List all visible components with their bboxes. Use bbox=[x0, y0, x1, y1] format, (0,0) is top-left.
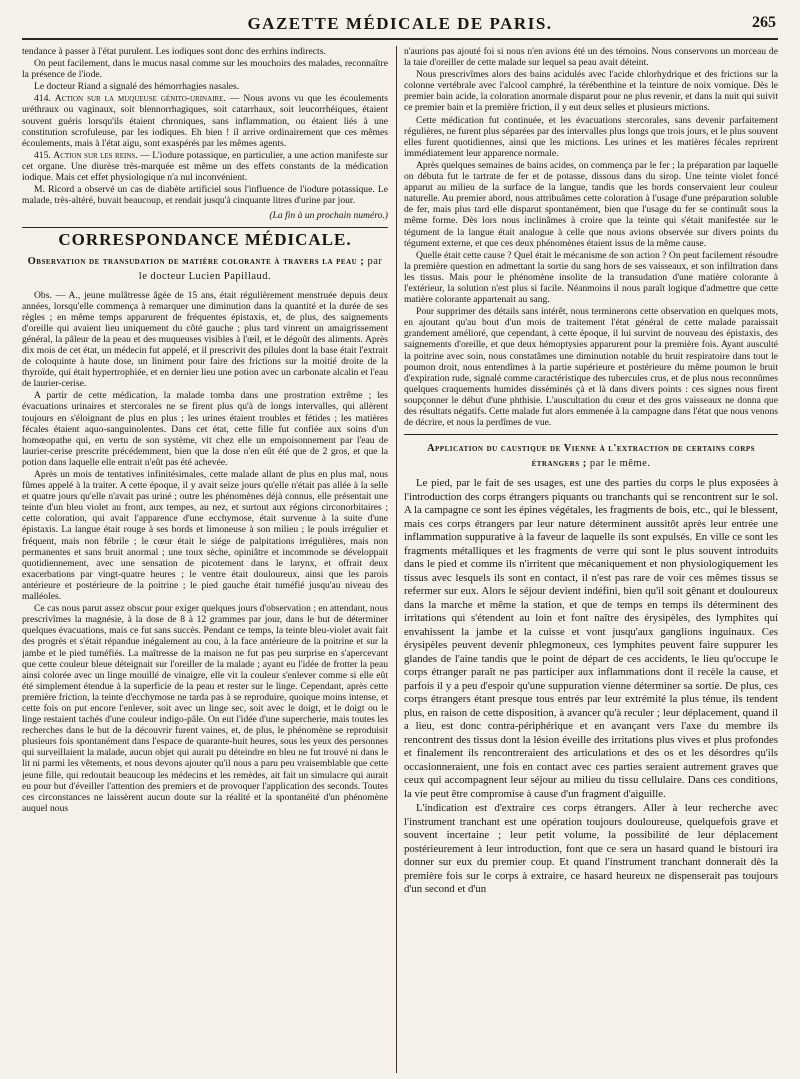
paragraph: Obs. — A., jeune mulâtresse âgée de 15 ans, était régulièrement menstruée depuis deux années, lorsqu'elle commença à remarquer une diminution dans la quantité et la durée de ses règles ; en même temps apparurent de fréquentes épistaxis, et, de plus, des saignements d'oreille qui avaient lieu uniquement du côté gauche ; plus tard vinrent un amaigrissement général, la pâleur de la peau et des muqueuses visibles à l'œil, et le dégoût des aliments. Après dix mois de cet état, un médecin fut appelé, et il prescrivit des pilules dont la base était l'extrait de coloquinte à haute dose, un liniment pour faire des frictions sur la moitié droite de la thyroïde, qui était hypertrophiée, et en dernier lieu une potion avec un carbonate alcalin et l'eau de laurier-cerise. bbox=[22, 289, 388, 390]
paragraph: Cette médication fut continuée, et les évacuations stercorales, sans devenir parfaitement régulières, ne furent plus séparées par des intervalles plus longs que trois jours, et le plus souvent elles furent quotidiennes, ainsi que les mictions. Les urines et les matières fécales reprirent immédiatement leur apparence normale. bbox=[404, 114, 778, 159]
article-author: par le docteur Lucien Papillaud. bbox=[138, 255, 383, 282]
section-heading: Action sur les reins. bbox=[53, 149, 138, 161]
section-414 bbox=[22, 93, 388, 148]
paragraph: n'aurions pas ajouté foi si nous n'en avions été un des témoins. Nous conservons un morceau de la taie d'oreiller de cette malade sur lequel sa peau avait déteint. bbox=[404, 46, 778, 69]
paragraph: Nous prescrivîmes alors des bains acidulés avec l'acide chlorhydrique et des frictions sur la colonne vertébrale avec l'alcool camphré, la térébenthine et la teinture de noix vomique. Dès le premier bain acide, la coloration anormale disparut pour ne plus revenir, et dans la nuit qui suivit ce premier bain et la première friction, il y eut deux selles et plusieurs mictions. bbox=[404, 69, 778, 114]
article-title bbox=[404, 441, 778, 471]
article-title bbox=[22, 254, 388, 284]
paragraph: Après quelques semaines de bains acides, on commença par le fer ; la préparation par laquelle on débuta fut le tartrate de fer et de potasse, dissous dans du sirop. Une teinte violet foncé apparut au milieu de la surface de la langue, tandis que les bords conservaient leur couleur naturelle. Au premier abord, nous attribuâmes cette coloration à l'usage d'une préparation soluble de fer, mais plus tard elle disparut spontanément, bien que l'usage du fer se continuât sous la même forme. Dès lors nous inclinâmes à croire que la teinte qui s'était manifestée sur le tégument de la langue était analogue à celle que nous avions observée sur divers points du tégument externe, et que ces deux phénomènes étaient issus de la même cause. bbox=[404, 159, 778, 249]
page-number: 265 bbox=[752, 14, 776, 31]
article-author: par le même. bbox=[589, 458, 651, 470]
paragraph: On peut facilement, dans le mucus nasal comme sur les mouchoirs des malades, reconnaître la présence de l'iode. bbox=[22, 58, 388, 81]
article-title-text: Observation de transudation de matière colorante à travers la peau ; bbox=[27, 255, 365, 267]
section-415 bbox=[22, 150, 388, 183]
section-number: 415. bbox=[34, 149, 51, 161]
continued-note: (La fin à un prochain numéro.) bbox=[269, 210, 388, 222]
section-number: 414. bbox=[34, 93, 51, 105]
column-divider bbox=[396, 46, 397, 1073]
paragraph: Le docteur Riand a signalé des hémorrhagies nasales. bbox=[34, 81, 240, 93]
paragraph: Le pied, par le fait de ses usages, est une des parties du corps le plus exposées à l'introduction des corps étrangers piquants ou tranchants qui se rencontrent sur le sol. A la campagne ce sont les épines végétales, les fragments de bois, etc., qui le blessent, mais ces corps étrangers par leur nature déterminent aussitôt après leur entrée une inflammation suppurative à la faveur de laquelle ils sont expulsés. En ville ce sont les fragments métalliques et les fragments de verre qui sont le plus souvent introduits dans le pied et comme ils n'irritent que mécaniquement et non physiologiquement les tissus avec lesquels ils sont en contact, il n'est pas rare de voir ces mêmes tissus se refermer sur eux. Alors le séjour devient indéfini, bien qu'il soit gênant et douloureux dans la marche et même la station, et que de temps en temps ils déterminent des irritations qui s'étendent au loin et font naître des érysipèles, des lymphites qui envahissent la jambe et la cuisse et vont jusqu'aux ganglions inguinaux. Ces érysipèles peuvent devenir phlegmoneux, ces lymphites peuvent faire suppurer les glandes de l'aine tandis que le point de départ de ces accidents, le lieu qu'occupe le corps étranger paraît ne pas participer aux inflammations dont il recèle la cause, et parfois il y a peu d'espoir qu'une suppuration vienne déterminer sa sortie. De plus, ces corps étrangers étant presque tous entrés par leur extrémité la plus ténue, ils tendent plus, en raison de cette disposition, à avancer qu'à reculer ; leur déplacement, quand il a lieu, est donc contra-périphérique et en avançant vers l'axe du membre ils rencontrent des tissus dont la lésion éveille des irritations plus vives et plus profondes et finalement ils rencontreraient des articulations et des os et les désordres qu'ils occasionneraient, une fois en contact avec ces parties seraient autrement graves que ceux qui accompagnent leur séjour au milieu du tissu cellulaire. Dans ces conditions, la vie peut être compromise à cause d'un fragment d'aiguille. bbox=[404, 477, 778, 800]
left-column bbox=[22, 46, 388, 1073]
section-rule bbox=[404, 434, 778, 435]
paragraph: M. Ricord a observé un cas de diabète artificiel sous l'influence de l'iodure potassique. Le malade, très-altéré, buvait beaucoup, et rendait jusqu'à cinquante litres d'urine par jour. bbox=[22, 184, 388, 207]
paragraph: Après un mois de tentatives infinitésimales, cette malade allant de plus en plus mal, nous fûmes appelé à la traiter. A cette époque, il y avait seize jours qu'elle n'était pas allée à la selle et quatre jours qu'elle n'avait pas uriné ; outre les phénomènes déjà connus, elle présentait une teinte d'un bleu violet au front, aux tempes, au nez, et surtout aux régions circonorbitaires ; cette coloration, qui avait l'apparence d'une ecchymose, était survenue à la suite d'une épistaxis. La langue était rouge à ses bords et limoneuse à son milieu ; le pouls irrégulier et fréquent, mais non fébrile ; le cœur était le siége de palpitations irrégulières, mais non permanentes et sans bruit anormal ; une toux sèche, opiniâtre et incommode se développait quotidiennement, avec une sensation de picotement dans le larynx, et offrait deux exacerbations par vingt-quatre heures ; le ventre était douloureux, ainsi que les parois antérieure et postérieure de la poitrine ; le pied gauche était tuméfié jusqu'au niveau des malléoles. bbox=[22, 469, 388, 603]
section-heading: Action sur la muqueuse génito-urinaire. bbox=[54, 93, 226, 105]
section-title: CORRESPONDANCE MÉDICALE. bbox=[58, 230, 352, 250]
article-title-text: Application du caustique de Vienne à l'extraction de certains corps étrangers ; bbox=[426, 443, 756, 470]
journal-title: GAZETTE MÉDICALE DE PARIS. bbox=[247, 14, 553, 33]
paragraph: L'indication est d'extraire ces corps étrangers. Aller à leur recherche avec l'instrument tranchant est une opération toujours douloureuse, quelquefois grave et souvent incertaine ; leur petit volume, la possibilité de leur déplacement postérieurement à leur introduction, font que ce sera un hasard quand le bistouri ira donner sur eux du premier coup. Et quand l'instrument tranchant donnerait dès la première fois sur le corps à extraire, ce hasard heureux ne dispenserait pas toujours d'un second et d'un bbox=[404, 802, 778, 896]
right-column bbox=[404, 46, 778, 1073]
section-text: — Nous avons vu que les écoulements uréthraux ou vaginaux, soit blennorrhagiques, soit catarrhaux, soit leucorrhéiques, étaient souvent guéris lorsqu'ils étaient chroniques, sans inflammation, ou étaient liés à une constitution scrofuleuse, par les iodiques. Eh bien ! il arrive ordinairement que ces mêmes écoulements, mais à l'état aigu, sont exaspérés par les mêmes agents. bbox=[22, 93, 388, 149]
paragraph: Ce cas nous parut assez obscur pour exiger quelques jours d'observation ; en attendant, nous prescrivîmes la magnésie, à la dose de 8 à 12 grammes par jour, dans le but de déterminer quelques évacuations, mais ce fut sans succès. Pendant ce temps, la teinte bleu-violet avait fait des progrès et s'était répandue inégalement au cou, à la face antérieure de la poitrine et sur la jambe et le pied tuméfiés. La maîtresse de la maison ne fut pas peu surprise en s'apercevant que cette couleur bleue déteignait sur l'oreiller de la malade ; ayant eu l'idée de frotter la peau ainsi colorée avec un linge mouillé de vinaigre, elle vit la couleur s'enlever comme si elle eût été simplement étendue à la superficie de la peau et rester sur le linge. Cependant, après cette première friction, la teinte d'ecchymose ne tarda pas à se reproduire, quoique moins intense, et cette fois on put encore l'enlever, soit avec un linge sec, soit avec le doigt, et le doigt ou le linge restaient tachés d'une couleur indigo-pâle. On eut l'idée d'une supercherie, mais toutes les recherches dans le but de la découvrir furent vaines, et, de plus, le phénomène se reproduisit plusieurs fois spontanément dans l'espace de quarante-huit heures, sous les yeux des personnes qui surveillaient la malade, aucun objet qui aurait pu déteindre en bleu ne fut trouvé ni dans le lit ni parmi les vêtements, et nous devons ajouter qu'il nous a paru peu vraisemblable que cette jeune fille, qui redoutait beaucoup les médecins et les remèdes, ait fait un simulacre qui aurait eu pour but d'éveiller l'attention des premiers et de provoquer l'application des seconds. Toutes ces circonstances ne laissèrent aucun doute sur la réalité et la spontanéité d'un phénomène auquel nous bbox=[22, 603, 388, 814]
paragraph: tendance à passer à l'état purulent. Les iodiques sont donc des errhins indirects. bbox=[22, 46, 326, 57]
paragraph: A partir de cette médication, la malade tomba dans une prostration extrême ; les évacuations urinaires et stercorales ne se firent plus qu'à de longs intervalles, qui allèrent toujours en s'éloignant de plus en plus ; les urines étaient troubles et fétides ; les matières fécales étaient aquo-sanguinolentes. Dans cet état, cette fille fut confiée aux soins d'un homœopathe qui, en vertu de son système, vit chez elle un empoisonnement par l'eau de laurier-cerise prescrite précédemment, bien que la dose n'en eût été que de 2 gros, et que la potion dans laquelle elle entrait n'eût pas été achevée. bbox=[22, 390, 388, 468]
section-text: — L'iodure potassique, en particulier, a une action manifeste sur cet organe. Une diurèse très-marquée est même un des effets constants de la médication iodique. Mais cet effet physiologique n'a nul inconvénient. bbox=[22, 149, 388, 184]
page-header bbox=[22, 10, 778, 40]
paragraph: Quelle était cette cause ? Quel était le mécanisme de son action ? On peut facilement résoudre la première question en admettant la sortie du sang hors de ses vaisseaux, et son infiltration dans les tissus. Mais pour le phénomène insolite de la transudation d'une matière colorante à l'extérieur, la solution n'est plus si facile. Néanmoins il nous paraît logique d'admettre que cette matière colorante appartenait au sang. bbox=[404, 249, 778, 306]
paragraph: Pour supprimer des détails sans intérêt, nous terminerons cette observation en quelques mots, en ajoutant qu'au bout d'un mois de traitement l'état général de cette malade paraissait grandement amélioré, que cependant, à cette époque, il lui survint de nouveau des épistaxis, des saignements d'oreille, et que deux hémoptysies apparurent pour la première fois. Ayant ausculté la poitrine avec soin, nous constatâmes une diminution notable du bruit respiratoire dans tout le poumon droit, nous entendîmes à la partie supérieure et postérieure du même poumon le bruit d'expiration rude, signalé comme caractéristique des tubercules crus, et de plus nous reconnûmes quelques craquements humides disséminés çà et là dans divers points : ces signes nous firent soupçonner le début d'une phthisie. L'auscultation du cœur et des gros vaisseaux ne donna que des résultats négatifs. Cette malade fut alors emmenée à la campagne dans l'état que nous venons de décrire, et nous la perdîmes de vue. bbox=[404, 306, 778, 429]
section-rule bbox=[22, 227, 388, 228]
